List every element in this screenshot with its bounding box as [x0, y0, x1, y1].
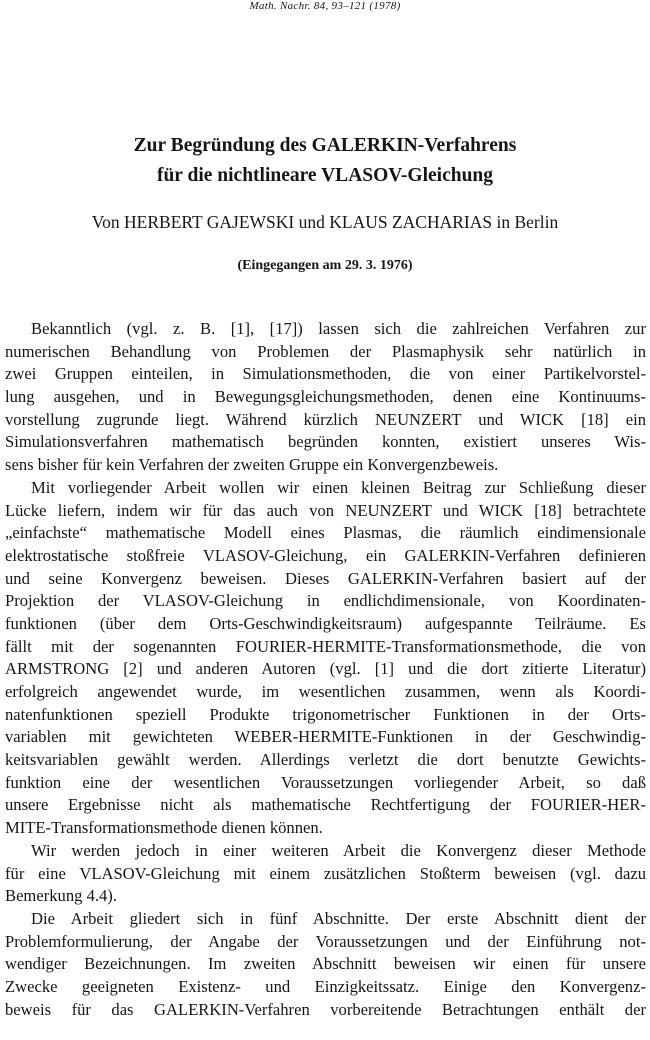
- body-line: Zwecke geeigneten Existenz- und Einzigkeitssatz. Einige den Konvergenz-: [5, 976, 646, 996]
- body-line: zwei Gruppen einteilen, in Simulationsmethoden, die von einer Partikelvorstel-: [5, 364, 646, 384]
- body-line: unsere Ergebnisse nicht als mathematische Rechtfertigung der FOURIER-HER-: [5, 795, 646, 815]
- body-line: beweis für das GALERKIN-Verfahren vorbereitende Betrachtungen enthält der: [5, 999, 646, 1019]
- body-line: wendiger Bezeichnungen. Im zweiten Abschnitt beweisen wir einen für unsere: [5, 954, 646, 974]
- body-line: keitsvariablen gewählt werden. Allerdings verletzt die dort benutzte Gewichts-: [5, 750, 646, 770]
- body-line: funktion eine der wesentlichen Voraussetzungen vorliegender Arbeit, so daß: [5, 772, 646, 792]
- body-line: „einfachste“ mathematische Modell eines Plasmas, die räumlich eindimensionale: [5, 523, 646, 543]
- body-line: erfolgreich angewendet wurde, im wesentlichen zusammen, wenn als Koordi-: [5, 682, 646, 701]
- body-line: für eine VLASOV-Gleichung mit einem zusätzlichen Stoßterm beweisen (vgl. dazu: [5, 863, 646, 883]
- body-line: fällt mit der sogenannten FOURIER-HERMITE-Transformationsmethode, die von: [5, 636, 646, 656]
- body-line: Simulationsverfahren mathematisch begründen konnten, existiert unseres Wis-: [5, 432, 646, 452]
- body-line: funktionen (über dem Orts-Geschwindigkeitsraum) aufgespannte Teilräume. Es: [5, 613, 646, 633]
- body-line: sens bisher für kein Verfahren der zweiten Gruppe ein Konvergenzbeweis.: [5, 455, 499, 475]
- body-line: variablen mit gewichteten WEBER-HERMITE-Funktionen in der Geschwindig-: [5, 727, 646, 747]
- author-1: HERBERT GAJEWSKI: [124, 212, 295, 232]
- journal-citation: Math. Nachr. 84, 93–121 (1978): [249, 0, 401, 12]
- author-line: [0, 210, 650, 234]
- body-line: Lücke liefern, indem wir für das auch von NEUNZERT und WICK [18] betrachtete: [5, 500, 646, 520]
- received-date: (Eingegangen am 29. 3. 1976): [237, 258, 413, 273]
- author-affiliation: in Berlin: [496, 212, 559, 232]
- title-line-1: Zur Begründung des GALERKIN-Verfahrens: [133, 135, 517, 156]
- body-line: vorstellung zugrunde liegt. Während kürzlich NEUNZERT und WICK [18] ein: [5, 409, 646, 429]
- body-text: [5, 318, 646, 1021]
- body-line: und seine Konvergenz beweisen. Dieses GALERKIN-Verfahren basiert auf der: [5, 568, 646, 588]
- body-line: Mit vorliegender Arbeit wollen wir einen kleinen Beitrag zur Schließung dieser: [31, 477, 646, 497]
- author-2: KLAUS ZACHARIAS: [329, 212, 493, 232]
- author-conjunction: und: [298, 212, 325, 232]
- body-line: MITE-Transformationsmethode dienen können.: [5, 818, 323, 838]
- body-line: Problemformulierung, der Angabe der Voraussetzungen und der Einführung not-: [5, 931, 646, 951]
- body-line: Projektion der VLASOV-Gleichung in endlichdimensionale, von Koordinaten-: [5, 591, 646, 611]
- title-line-2: für die nichtlineare VLASOV-Gleichung: [156, 165, 494, 186]
- body-line: Bekanntlich (vgl. z. B. [1], [17]) lassen sich die zahlreichen Verfahren zur: [31, 319, 646, 338]
- body-line: numerischen Behandlung von Problemen der Plasmaphysik sehr natürlich in: [5, 341, 646, 361]
- body-line: Die Arbeit gliedert sich in fünf Abschnitte. Der erste Abschnitt dient der: [31, 908, 646, 928]
- author-prefix: Von: [91, 212, 120, 232]
- body-line: natenfunktionen speziell Produkte trigonometrischer Funktionen in der Orts-: [5, 704, 646, 724]
- paper-title: [0, 131, 650, 191]
- body-line: lung ausgehen, und in Bewegungsgleichungsmethoden, denen eine Kontinuums-: [5, 387, 646, 407]
- body-line: Wir werden jedoch in einer weiteren Arbeit die Konvergenz dieser Methode: [31, 840, 646, 860]
- body-line: elektrostatische stoßfreie VLASOV-Gleichung, ein GALERKIN-Verfahren definieren: [5, 545, 646, 565]
- body-line: Bemerkung 4.4).: [5, 886, 117, 906]
- body-line: ARMSTRONG [2] und anderen Autoren (vgl. [1] und die dort zitierte Literatur): [5, 659, 646, 679]
